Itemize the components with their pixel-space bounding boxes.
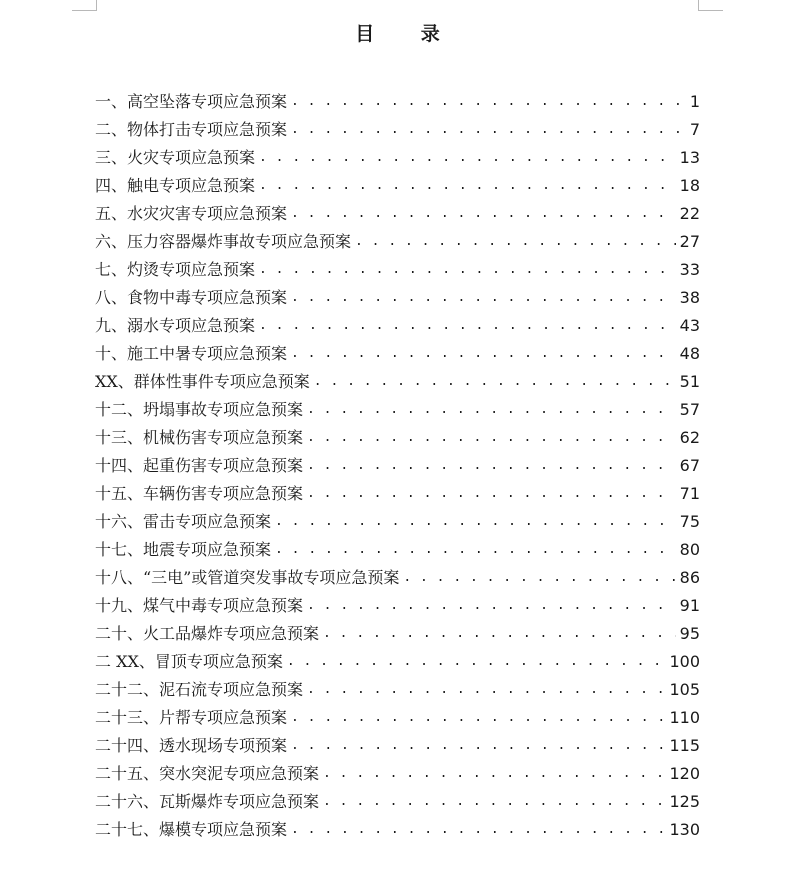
toc-entry-page-number[interactable]: 33 — [679, 260, 700, 279]
toc-dot-leader — [275, 508, 676, 536]
toc-entry-title[interactable]: 七、灼烫专项应急预案 — [95, 260, 256, 279]
toc-entry-page-number[interactable]: 38 — [679, 288, 700, 307]
toc-entry-title[interactable]: 二十二、泥石流专项应急预案 — [95, 680, 304, 699]
toc-dot-leader — [307, 452, 676, 480]
toc-entry-title[interactable]: 二十五、突水突泥专项应急预案 — [95, 764, 320, 783]
toc-entry-page-number[interactable]: 22 — [679, 204, 700, 223]
toc-dot-leader — [259, 172, 676, 200]
toc-entry-page-number[interactable]: 51 — [679, 372, 700, 391]
toc-entry-title[interactable]: XX、群体性事件专项应急预案 — [95, 372, 310, 391]
toc-entry-title[interactable]: 十、施工中暑专项应急预案 — [95, 344, 288, 363]
table-of-contents — [95, 88, 700, 844]
toc-entry[interactable] — [95, 816, 700, 844]
toc-entry-title[interactable]: 四、触电专项应急预案 — [95, 176, 256, 195]
toc-entry-title[interactable]: 十四、起重伤害专项应急预案 — [95, 456, 304, 475]
toc-entry-page-number[interactable]: 105 — [669, 680, 700, 699]
toc-entry-title[interactable]: 十六、雷击专项应急预案 — [95, 512, 272, 531]
toc-entry-title[interactable]: 九、溺水专项应急预案 — [95, 316, 256, 335]
toc-entry-page-number[interactable]: 80 — [679, 540, 700, 559]
toc-entry[interactable] — [95, 256, 700, 284]
toc-entry-page-number[interactable]: 100 — [669, 652, 700, 671]
toc-dot-leader — [355, 228, 676, 256]
toc-dot-leader — [259, 256, 676, 284]
toc-entry[interactable] — [95, 452, 700, 480]
toc-entry-page-number[interactable]: 86 — [679, 568, 700, 587]
toc-dot-leader — [403, 564, 675, 592]
toc-entry-page-number[interactable]: 18 — [679, 176, 700, 195]
toc-entry[interactable] — [95, 480, 700, 508]
toc-entry[interactable] — [95, 732, 700, 760]
toc-entry-page-number[interactable]: 120 — [669, 764, 700, 783]
toc-dot-leader — [287, 648, 666, 676]
toc-dot-leader — [307, 676, 665, 704]
toc-entry-title[interactable]: 二十六、瓦斯爆炸专项应急预案 — [95, 792, 320, 811]
toc-entry-page-number[interactable]: 91 — [679, 596, 700, 615]
toc-entry-title[interactable]: 十七、地震专项应急预案 — [95, 540, 272, 559]
toc-entry[interactable] — [95, 508, 700, 536]
toc-entry[interactable] — [95, 564, 700, 592]
toc-entry-title[interactable]: 六、压力容器爆炸事故专项应急预案 — [95, 232, 352, 251]
toc-entry-page-number[interactable]: 67 — [679, 456, 700, 475]
toc-entry[interactable] — [95, 592, 700, 620]
toc-entry[interactable] — [95, 704, 700, 732]
toc-dot-leader — [275, 536, 676, 564]
toc-dot-leader — [307, 396, 676, 424]
toc-entry-title[interactable]: 十三、机械伤害专项应急预案 — [95, 428, 304, 447]
toc-entry[interactable] — [95, 172, 700, 200]
toc-dot-leader — [291, 340, 676, 368]
toc-entry[interactable] — [95, 312, 700, 340]
toc-entry-title[interactable]: 二十三、片帮专项应急预案 — [95, 708, 288, 727]
toc-dot-leader — [307, 424, 676, 452]
toc-dot-leader — [291, 284, 676, 312]
toc-entry[interactable] — [95, 284, 700, 312]
toc-entry[interactable] — [95, 116, 700, 144]
toc-entry-page-number[interactable]: 110 — [669, 708, 700, 727]
toc-entry-title[interactable]: 十二、坍塌事故专项应急预案 — [95, 400, 304, 419]
toc-entry-page-number[interactable]: 130 — [669, 820, 700, 839]
toc-entry-title[interactable]: 二十七、爆模专项应急预案 — [95, 820, 288, 839]
toc-dot-leader — [291, 116, 686, 144]
toc-entry-title[interactable]: 八、食物中毒专项应急预案 — [95, 288, 288, 307]
toc-dot-leader — [323, 620, 676, 648]
toc-entry[interactable] — [95, 760, 700, 788]
toc-dot-leader — [291, 816, 665, 844]
toc-entry[interactable] — [95, 368, 700, 396]
toc-dot-leader — [323, 788, 665, 816]
toc-entry[interactable] — [95, 396, 700, 424]
toc-dot-leader — [307, 480, 676, 508]
toc-dot-leader — [291, 732, 665, 760]
toc-entry-page-number[interactable]: 43 — [679, 316, 700, 335]
toc-entry-title[interactable]: 二 XX、冒顶专项应急预案 — [95, 652, 283, 671]
toc-dot-leader — [291, 88, 686, 116]
toc-entry-page-number[interactable]: 48 — [679, 344, 700, 363]
toc-dot-leader — [314, 368, 676, 396]
toc-dot-leader — [259, 312, 676, 340]
toc-entry[interactable] — [95, 200, 700, 228]
toc-entry-page-number[interactable]: 75 — [679, 512, 700, 531]
toc-entry-title[interactable]: 二十四、透水现场专项预案 — [95, 736, 288, 755]
toc-entry[interactable] — [95, 676, 700, 704]
toc-entry-page-number[interactable]: 115 — [669, 736, 700, 755]
toc-entry-page-number[interactable]: 95 — [679, 624, 700, 643]
toc-dot-leader — [307, 592, 676, 620]
toc-entry[interactable] — [95, 648, 700, 676]
toc-entry[interactable] — [95, 144, 700, 172]
toc-entry[interactable] — [95, 424, 700, 452]
toc-entry-title[interactable]: 十九、煤气中毒专项应急预案 — [95, 596, 304, 615]
toc-entry-page-number[interactable]: 57 — [679, 400, 700, 419]
toc-entry[interactable] — [95, 228, 700, 256]
toc-entry-page-number[interactable]: 27 — [679, 232, 700, 251]
page-title: 目 录 — [355, 23, 460, 45]
toc-entry-page-number[interactable]: 7 — [689, 120, 700, 139]
toc-entry-title[interactable]: 二十、火工品爆炸专项应急预案 — [95, 624, 320, 643]
toc-entry-page-number[interactable]: 1 — [689, 92, 700, 111]
toc-dot-leader — [291, 704, 665, 732]
toc-entry[interactable] — [95, 620, 700, 648]
toc-entry[interactable] — [95, 536, 700, 564]
toc-entry-title[interactable]: 二、物体打击专项应急预案 — [95, 120, 288, 139]
toc-entry[interactable] — [95, 340, 700, 368]
page-corner-mark-left — [72, 0, 97, 11]
toc-entry-page-number[interactable]: 62 — [679, 428, 700, 447]
toc-entry-title[interactable]: 十八、“三电”或管道突发事故专项应急预案 — [95, 568, 400, 587]
toc-entry[interactable] — [95, 788, 700, 816]
toc-entry-title[interactable]: 五、水灾灾害专项应急预案 — [95, 204, 288, 223]
toc-entry-page-number[interactable]: 13 — [679, 148, 700, 167]
toc-entry-page-number[interactable]: 125 — [669, 792, 700, 811]
page-corner-mark-right — [698, 0, 723, 11]
toc-dot-leader — [259, 144, 676, 172]
toc-entry-page-number[interactable]: 71 — [679, 484, 700, 503]
toc-dot-leader — [323, 760, 665, 788]
toc-entry-title[interactable]: 一、高空坠落专项应急预案 — [95, 92, 288, 111]
toc-entry-title[interactable]: 十五、车辆伤害专项应急预案 — [95, 484, 304, 503]
toc-dot-leader — [291, 200, 676, 228]
toc-entry-title[interactable]: 三、火灾专项应急预案 — [95, 148, 256, 167]
toc-entry[interactable] — [95, 88, 700, 116]
